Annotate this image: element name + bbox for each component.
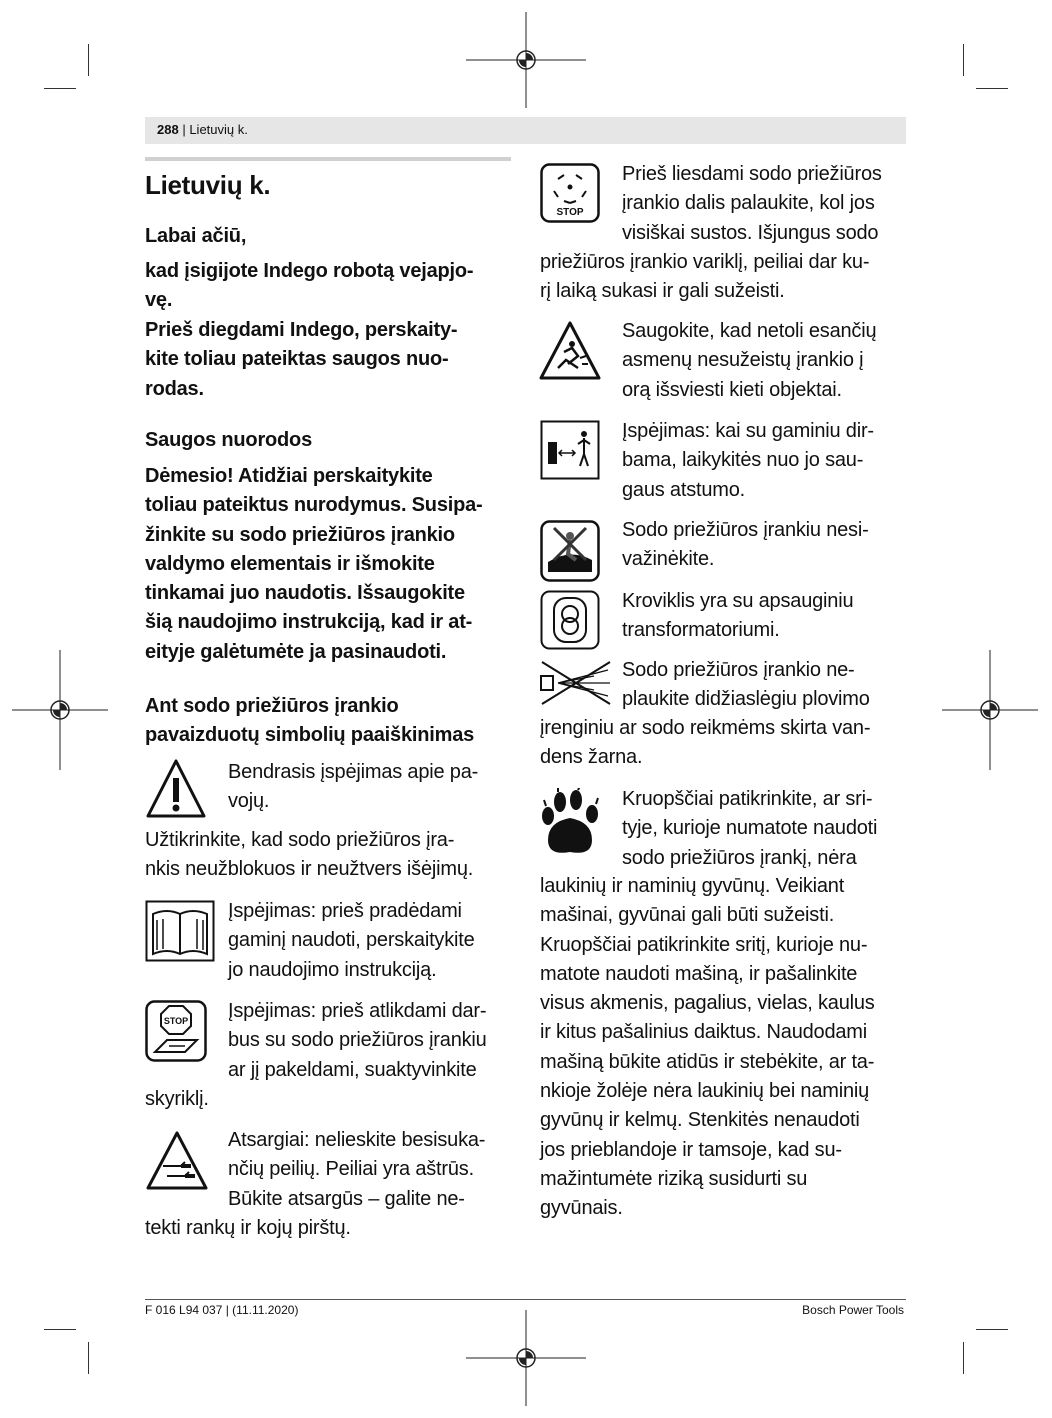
r6-text: Sodo priežiūros įrankio ne- plaukite didžiaslėgiu plovimo bbox=[622, 659, 870, 711]
read-manual-icon bbox=[145, 900, 215, 962]
r4-text: Sodo priežiūros įrankiu nesi- važinėkite. bbox=[622, 519, 869, 571]
footer-brand: Bosch Power Tools bbox=[802, 1303, 904, 1317]
r3-text: Įspėjimas: kai su gaminiu dir- bama, laikykitės nuo jo sau- gaus atstumo. bbox=[622, 420, 874, 501]
warning-triangle-icon bbox=[145, 758, 207, 820]
r1-text: Prieš liesdami sodo priežiūros įrankio dalis palaukite, kol jos visiškai sustos. Išjungus sodo bbox=[622, 163, 882, 244]
r6-after: įrenginiu ar sodo reikmėms skirta van- dens žarna. bbox=[540, 717, 871, 769]
sym2-text: Įspėjimas: prieš pradėdami gaminį naudoti, perskaitykite jo naudojimo instrukciją. bbox=[228, 900, 475, 981]
r1-after: priežiūros įrankio variklį, peiliai dar ku- rį laiką sukasi ir gali sužeisti. bbox=[540, 251, 870, 303]
sym1-text: Bendrasis įspėjimas apie pa- vojų. bbox=[228, 761, 479, 813]
page-header: 288 | Lietuvių k. bbox=[145, 117, 906, 144]
sym4-text: Atsargiai: nelieskite besisuka- nčių peilių. Peiliai yra aštrūs. Būkite atsargūs – galite ne- bbox=[228, 1129, 486, 1210]
intro-text: Prieš diegdami Indego, perskaity- kite toliau pateiktas saugos nuo- rodas. bbox=[145, 319, 458, 400]
no-pressure-wash-icon bbox=[538, 660, 614, 706]
r5-text: Kroviklis yra su apsauginiu transformatoriumi. bbox=[622, 590, 854, 642]
thrown-objects-icon bbox=[538, 320, 602, 382]
r7-after: laukinių ir naminių gyvūnų. Veikiant mašinai, gyvūnai gali būti sužeisti. Kruopščiai patikrinkite sritį, kurioje nu- matote naudoti mašiną, ir pašalinkite visus akmenis, pagalius, vielas, kaulus ir kitus pašalinius daiktus. Naudodami mašiną būkite atidūs ir stebėkite, ar ta- nkioje žolėje nėra laukinių bei naminių gyvūnų ir kelmų. Stenkitės nenaudoti jos prieblandoje ir tamsoje, kad su- mažintumėte riziką susidurti su gyvūnais. bbox=[540, 875, 875, 1220]
sym3-text: Įspėjimas: prieš atlikdami dar- bus su sodo priežiūros įrankiu ar jį pakeldami, suaktyvinkite bbox=[228, 1000, 487, 1081]
animal-paw-icon bbox=[540, 788, 602, 858]
r2-text: Saugokite, kad netoli esančių asmenų nesužeistų įrankio į orą išsviesti kieti objektai. bbox=[622, 320, 877, 401]
no-riding-icon bbox=[540, 520, 600, 582]
wait-stop-icon bbox=[540, 163, 600, 223]
stop-switch-icon bbox=[145, 1000, 207, 1062]
stop-label: STOP bbox=[163, 1016, 189, 1026]
section-rule bbox=[145, 157, 511, 161]
stop-label: STOP bbox=[556, 207, 584, 218]
sharp-blades-icon bbox=[145, 1130, 209, 1192]
footer-rule bbox=[145, 1299, 906, 1300]
thanks-line: Labai ačiū, bbox=[145, 225, 247, 247]
registration-mark-icon bbox=[12, 650, 108, 770]
thanks-text: kad įsigijote Indego robotą vejapjo- vę. bbox=[145, 260, 474, 312]
page-title: Lietuvių k. bbox=[145, 170, 271, 200]
sym3-after: skyriklį. bbox=[145, 1088, 209, 1110]
attention-text: Dėmesio! Atidžiai perskaitykite toliau pateiktus nurodymus. Susipa- žinkite su sodo priežiūros įrankio valdymo elementais ir išmokite tinkamai juo naudotis. Išsaugokite šią naudojimo instrukciją, kad ir at- eityje galėtumėte ja pasinaudoti. bbox=[145, 465, 483, 663]
page-number: 288 bbox=[157, 122, 179, 137]
safety-heading: Saugos nuorodos bbox=[145, 429, 313, 451]
registration-mark-icon bbox=[466, 1310, 586, 1406]
safety-transformer-icon bbox=[540, 590, 600, 650]
header-section: Lietuvių k. bbox=[189, 122, 248, 137]
safe-distance-icon bbox=[540, 420, 600, 480]
registration-mark-icon bbox=[942, 650, 1038, 770]
registration-mark-icon bbox=[466, 12, 586, 108]
footer-doc-id: F 016 L94 037 | (11.11.2020) bbox=[145, 1303, 299, 1317]
sym4-after: tekti rankų ir kojų pirštų. bbox=[145, 1217, 351, 1239]
symbols-heading: Ant sodo priežiūros įrankio pavaizduotų simbolių paaiškinimas bbox=[145, 695, 475, 747]
r7-text: Kruopščiai patikrinkite, ar sri- tyje, kurioje numatote naudoti sodo priežiūros įrankį, nėra bbox=[622, 788, 878, 869]
sym1-after: Užtikrinkite, kad sodo priežiūros įra- nkis neužblokuos ir neužtvers išėjimų. bbox=[145, 829, 474, 881]
